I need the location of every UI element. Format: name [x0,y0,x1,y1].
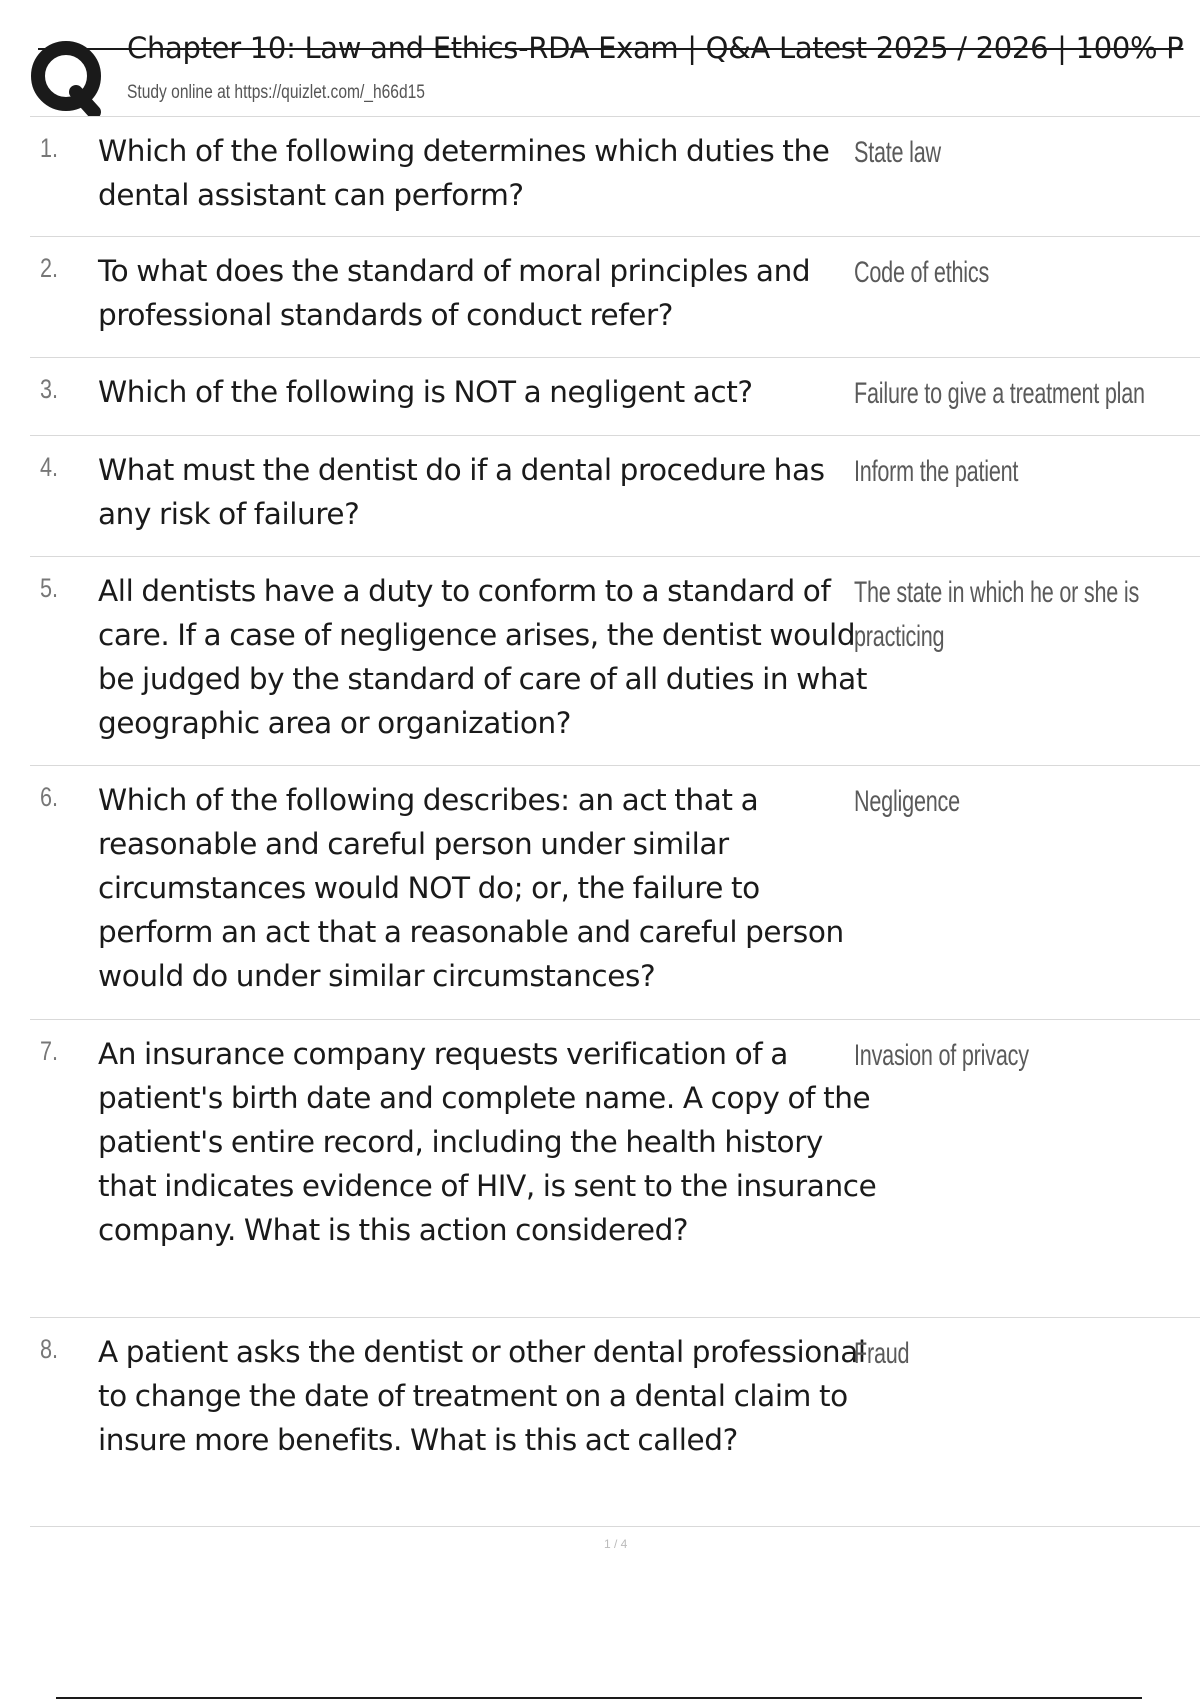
answer-text: Negligence [854,785,960,818]
question-number: 3. [40,374,59,404]
question-text: All dentists have a duty to conform to a standard of care. If a case of negligence arises, the dentist would be judged by the standard of care of all duties in what geographic area or organization? [98,574,868,740]
question-number: 7. [40,1036,59,1066]
answer-text: Fraud [854,1337,910,1370]
question-text: Which of the following is NOT a negligent act? [98,375,753,409]
qa-row [30,436,1200,557]
question-number: 6. [40,782,59,812]
document-header [30,28,1200,117]
answer-text: Failure to give a treatment plan [854,377,1145,410]
question-text: A patient asks the dentist or other dental professional to change the date of treatment on a dental claim to insure more benefits. What is this act called? [98,1335,866,1457]
bottom-divider [56,1697,1142,1699]
quizlet-logo-icon [30,34,140,116]
qa-row [30,557,1200,766]
qa-list [30,117,1200,1527]
question-number: 5. [40,573,59,603]
question-text: Which of the following describes: an act that a reasonable and careful person under similar circumstances would NOT do; or, the failure to perform an act that a reasonable and careful person would do under similar circumstances? [98,783,844,993]
question-number: 1. [40,133,59,163]
qa-row [30,237,1200,358]
qa-row [30,358,1200,436]
qa-row [30,1318,1200,1527]
question-text: Which of the following determines which duties the dental assistant can perform? [98,134,830,212]
answer-text: Code of ethics [854,256,990,289]
study-online-link[interactable]: Study online at https://quizlet.com/_h66d15 [127,82,425,103]
answer-text: Invasion of privacy [854,1039,1029,1072]
document-title: Chapter 10: Law and Ethics-RDA Exam | Q&A Latest 2025 / 2026 | 100% P [127,31,1184,65]
question-number: 4. [40,452,59,482]
question-number: 8. [40,1334,59,1364]
question-text: What must the dentist do if a dental procedure has any risk of failure? [98,453,825,531]
qa-row [30,1020,1200,1318]
question-text: To what does the standard of moral principles and professional standards of conduct refer? [98,254,811,332]
question-text: An insurance company requests verification of a patient's birth date and complete name. A copy of the patient's entire record, including the health history that indicates evidence of HIV, is sent to the insurance company. What is this action considered? [98,1037,877,1247]
qa-row [30,117,1200,237]
answer-text: The state in which he or she is practicing [854,576,1140,653]
answer-text: Inform the patient [854,455,1019,488]
question-number: 2. [40,253,59,283]
page-number: 1 / 4 [604,1537,628,1551]
qa-row [30,766,1200,1020]
answer-text: State law [854,136,941,169]
